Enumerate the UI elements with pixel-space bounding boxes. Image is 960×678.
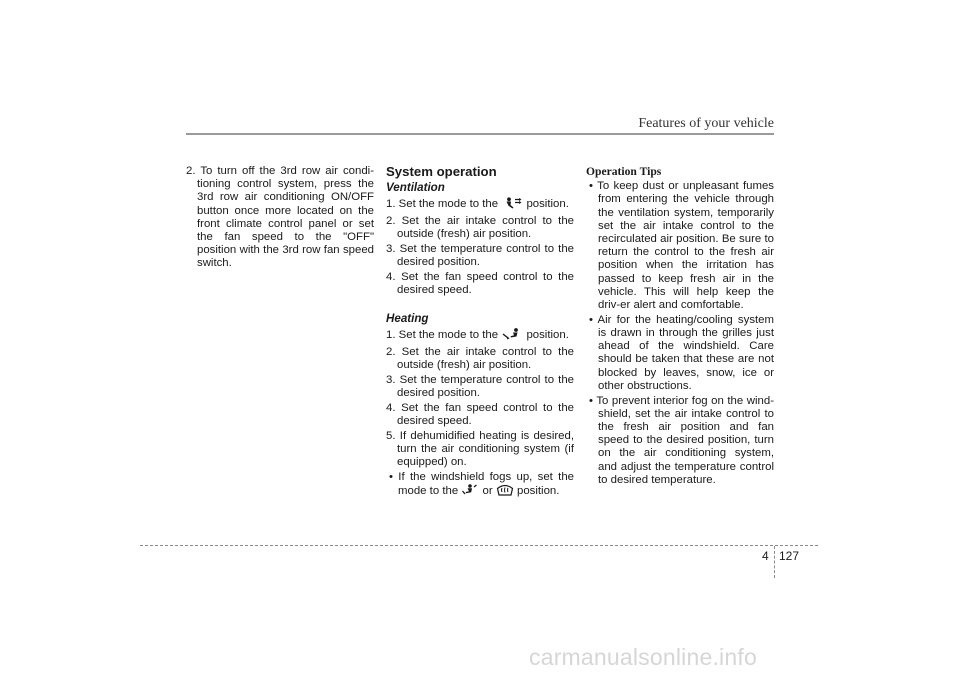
floor-defrost-mode-icon (461, 484, 479, 500)
heating-step: 5. If dehumidified heating is desired, turn the air conditioning system (if equipped) on. (386, 429, 574, 469)
left-column (186, 165, 374, 272)
windshield-fog-text: • If the windshield fogs up, set the mode to the (389, 470, 574, 498)
ventilation-step: 3. Set the temperature control to the desired position. (386, 243, 574, 269)
ventilation-step-1-suffix: position. (526, 198, 569, 211)
operation-tip: • To prevent interior fog on the wind-shield, set the air intake control to the fresh air position and fan speed to the desired position, turn on the air conditioning system, and adjust the temperature control to desired temperature. (589, 394, 774, 486)
floor-heat-mode-icon (501, 328, 523, 344)
right-column (586, 165, 774, 489)
face-vent-mode-icon (501, 197, 523, 213)
header-rule (186, 133, 774, 135)
heating-step: 3. Set the temperature control to the desired position. (386, 373, 574, 399)
heating-step-1-text: 1. Set the mode to the (386, 328, 499, 341)
footer-rule (140, 545, 818, 546)
operation-tip: • Air for the heating/cooling system is drawn in through the grilles just ahead of the windshield. Care should be taken that these are not blocked by leaves, snow, ice or other obstructions. (589, 313, 774, 392)
heating-step-1 (386, 328, 574, 344)
heating-title: Heating (386, 311, 429, 325)
ventilation-title: Ventilation (386, 181, 445, 195)
watermark: carmanualsonline.info (529, 644, 757, 670)
header-title: Features of your vehicle (638, 116, 774, 131)
heating-step: 2. Set the air intake control to the outside (fresh) air position. (386, 345, 574, 371)
ventilation-step: 4. Set the fan speed control to the desired speed. (386, 271, 574, 297)
heating-step-1-suffix: position. (526, 328, 569, 341)
section-number: 4 (762, 549, 769, 563)
windshield-fog-suffix: position. (517, 485, 560, 498)
windshield-fog-bullet (386, 471, 574, 500)
windshield-fog-or: or (482, 485, 493, 498)
ventilation-step: 2. Set the air intake control to the outside (fresh) air position. (386, 215, 574, 241)
operation-tip: • To keep dust or unpleasant fumes from entering the vehicle through the ventilation system, temporarily set the air intake control to the recirculated air position. Be sure to return the control to the fresh air position when the irritation has passed to keep fresh air in the vehicle. This will help keep the driv-er alert and comfortable. (589, 180, 774, 312)
windshield-defrost-icon (496, 484, 514, 500)
turn-off-step: 2. To turn off the 3rd row air condi-tioning control system, press the 3rd row air conditioning ON/OFF button once more located on the front climate control panel or set the fan speed to the "OFF" position with the 3rd row fan speed switch. (186, 165, 374, 270)
heating-step: 4. Set the fan speed control to the desired speed. (386, 401, 574, 427)
page-number: 127 (779, 549, 800, 563)
operation-tips-title: Operation Tips (586, 165, 662, 178)
system-operation-title: System operation (386, 164, 497, 179)
footer-divider (774, 546, 775, 578)
ventilation-step-1 (386, 197, 574, 213)
ventilation-step-1-text: 1. Set the mode to the (386, 198, 499, 211)
middle-column (386, 165, 574, 502)
